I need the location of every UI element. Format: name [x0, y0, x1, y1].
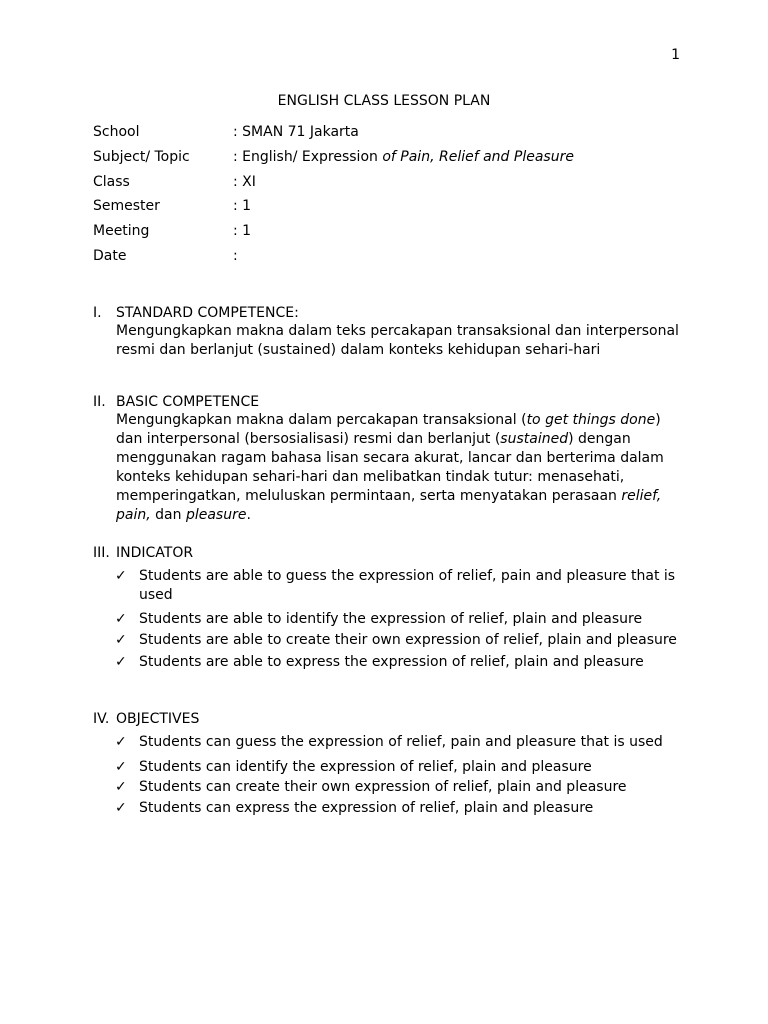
lesson-info-table	[93, 124, 574, 273]
section-indicator	[93, 545, 683, 672]
list-item	[115, 631, 683, 650]
section-number: II.	[93, 394, 106, 410]
info-row-subject	[93, 149, 574, 174]
body-text-italic: sustained	[500, 431, 569, 447]
list-item-text: Students can express the expression of relief, plain and pleasure	[139, 800, 594, 816]
section-body: Mengungkapkan makna dalam teks percakapan transaksional dan interpersonal resmi dan berlanjut (sustained) dalam konteks kehidupan sehari-hari	[116, 323, 679, 358]
list-item-text: Students are able to guess the expression of relief, pain and pleasure that is used	[139, 568, 676, 603]
section-heading	[93, 545, 683, 562]
section-number: III.	[93, 545, 110, 561]
school-value: : SMAN 71 Jakarta	[233, 124, 359, 140]
semester-value: : 1	[233, 198, 252, 215]
list-item	[115, 778, 683, 797]
list-item-text: Students are able to identify the expression of relief, plain and pleasure	[139, 611, 643, 627]
section-body	[116, 411, 683, 525]
school-label: School	[93, 124, 140, 140]
list-item-text: Students are able to create their own expression of relief, plain and pleasure	[139, 632, 677, 648]
list-item	[115, 799, 683, 818]
date-value: :	[233, 247, 238, 264]
section-standard-competence	[93, 305, 683, 360]
date-label: Date	[93, 247, 127, 264]
body-text-italic: relief, pain,	[116, 488, 662, 523]
checkmark-icon: ✓	[115, 654, 127, 670]
meeting-value: : 1	[233, 223, 252, 240]
checkmark-icon: ✓	[115, 568, 127, 584]
section-heading	[93, 711, 683, 728]
list-item-text: Students are able to express the expression of relief, plain and pleasure	[139, 654, 644, 670]
list-item-text: Students can create their own expression of relief, plain and pleasure	[139, 779, 627, 795]
section-heading	[93, 305, 683, 322]
class-value: : XI	[233, 173, 256, 190]
checkmark-icon: ✓	[115, 800, 127, 816]
body-text-italic: to get things done	[526, 412, 656, 428]
list-item	[115, 733, 683, 752]
list-item	[115, 610, 683, 629]
checkmark-icon: ✓	[115, 611, 127, 627]
list-item	[115, 567, 683, 605]
checkmark-icon: ✓	[115, 779, 127, 795]
checkmark-icon: ✓	[115, 759, 127, 775]
section-title: STANDARD COMPETENCE:	[116, 305, 299, 321]
section-objectives	[93, 711, 683, 818]
objectives-list	[115, 733, 683, 818]
info-row-class	[93, 174, 574, 199]
body-text: Mengungkapkan makna dalam percakapan transaksional (	[116, 412, 527, 428]
section-title: OBJECTIVES	[116, 711, 200, 727]
checkmark-icon: ✓	[115, 734, 127, 750]
semester-label: Semester	[93, 198, 160, 215]
info-row-semester	[93, 198, 574, 223]
body-text: ) dengan menggunakan ragam bahasa lisan secara akurat, lancar dan berterima dalam konteks kehidupan sehari-hari dan melibatkan tindak tutur: menasehati, memperingatkan, meluluskan permintaan, serta menyatakan perasaan	[116, 431, 664, 504]
page-number: 1	[671, 47, 680, 63]
meeting-label: Meeting	[93, 223, 150, 240]
info-row-school	[93, 124, 574, 149]
info-row-meeting	[93, 223, 574, 248]
subject-value	[233, 149, 574, 174]
list-item-text: Students can guess the expression of relief, pain and pleasure that is used	[139, 734, 663, 750]
section-basic-competence	[93, 394, 683, 525]
subject-label: Subject/ Topic	[93, 148, 190, 165]
body-text: .	[246, 507, 251, 523]
section-heading	[93, 394, 683, 411]
section-title: BASIC COMPETENCE	[116, 394, 260, 410]
subject-value-topic: of Pain, Relief and Pleasure	[382, 148, 574, 165]
subject-value-prefix: : English/ Expression	[233, 148, 383, 165]
section-number: I.	[93, 305, 102, 321]
info-row-date	[93, 248, 574, 273]
body-text: ) dan interpersonal (bersosialisasi) resmi dan berlanjut (	[116, 412, 661, 447]
document-title: ENGLISH CLASS LESSON PLAN	[277, 93, 491, 109]
list-item	[115, 653, 683, 672]
body-text-italic: pleasure	[185, 507, 247, 523]
class-label: Class	[93, 173, 130, 190]
list-item	[115, 758, 683, 777]
indicator-list	[115, 567, 683, 672]
section-number: IV.	[93, 711, 110, 727]
checkmark-icon: ✓	[115, 632, 127, 648]
list-item-text: Students can identify the expression of relief, plain and pleasure	[139, 759, 592, 775]
section-title: INDICATOR	[116, 545, 194, 561]
body-text: dan	[150, 507, 186, 523]
